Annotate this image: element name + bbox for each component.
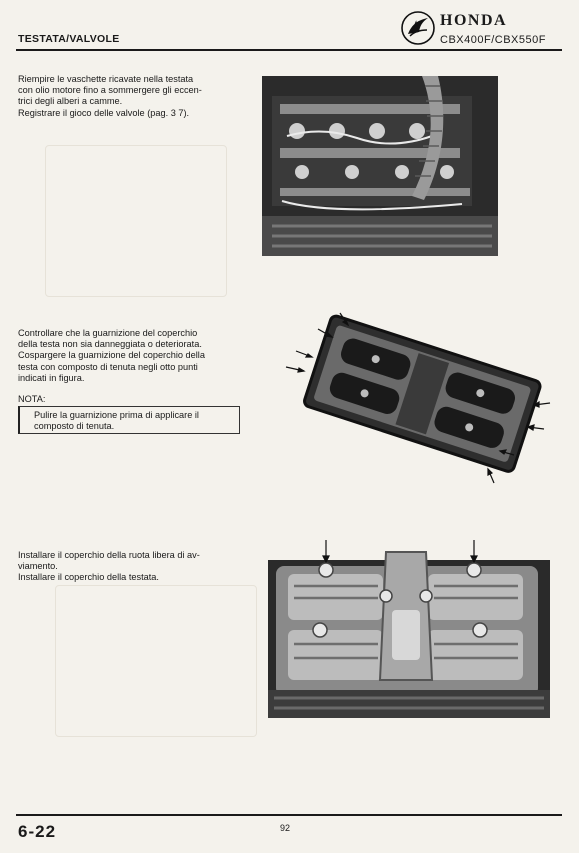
text-line: Cospargere la guarnizione del coperchio della	[18, 350, 205, 361]
brand-model: CBX400F/CBX550F	[440, 34, 546, 46]
cylinder-head-photo	[262, 76, 498, 256]
page-number: 92	[280, 823, 291, 833]
section-title: TESTATA/VALVOLE	[18, 33, 120, 45]
text-line: Controllare che la guarnizione del coperchio	[18, 328, 198, 338]
honda-wing-logo-icon	[400, 10, 436, 46]
text-line: della testa non sia danneggiata o deteriorata.	[18, 339, 202, 350]
text-line: indicati in figura.	[18, 372, 85, 383]
text-line: Installare il coperchio della ruota libera di av-	[18, 550, 200, 560]
page-id: 6-22	[18, 822, 57, 841]
footer-rule	[16, 814, 562, 816]
note-box	[18, 406, 240, 434]
brand-name: HONDA	[440, 12, 508, 29]
text-line: testa con composto di tenuta negli otto punti	[18, 361, 198, 372]
step-3-text	[18, 550, 243, 584]
text-line: viamento.	[18, 561, 58, 572]
head-cover-gasket-photo	[282, 305, 554, 490]
installed-head-cover-photo	[268, 540, 550, 718]
step-2-text	[18, 328, 243, 384]
text-line: trici degli alberi a camme.	[18, 96, 123, 107]
text-line: Installare il coperchio della testata.	[18, 572, 159, 583]
step-1-text	[18, 74, 243, 119]
note-label: NOTA:	[18, 394, 46, 404]
text-line: con olio motore fino a sommergere gli eccen-	[18, 85, 202, 96]
note-line: composto di tenuta.	[34, 421, 115, 432]
bleed-through-shape	[45, 145, 227, 297]
brand-block	[400, 10, 560, 52]
bleed-through-shape	[55, 585, 257, 737]
text-line: Registrare il gioco delle valvole (pag. 3 7).	[18, 107, 190, 118]
note-line: Pulire la guarnizione prima di applicare il	[34, 410, 199, 420]
text-line: Riempire le vaschette ricavate nella testata	[18, 74, 194, 84]
header-rule	[16, 49, 562, 51]
